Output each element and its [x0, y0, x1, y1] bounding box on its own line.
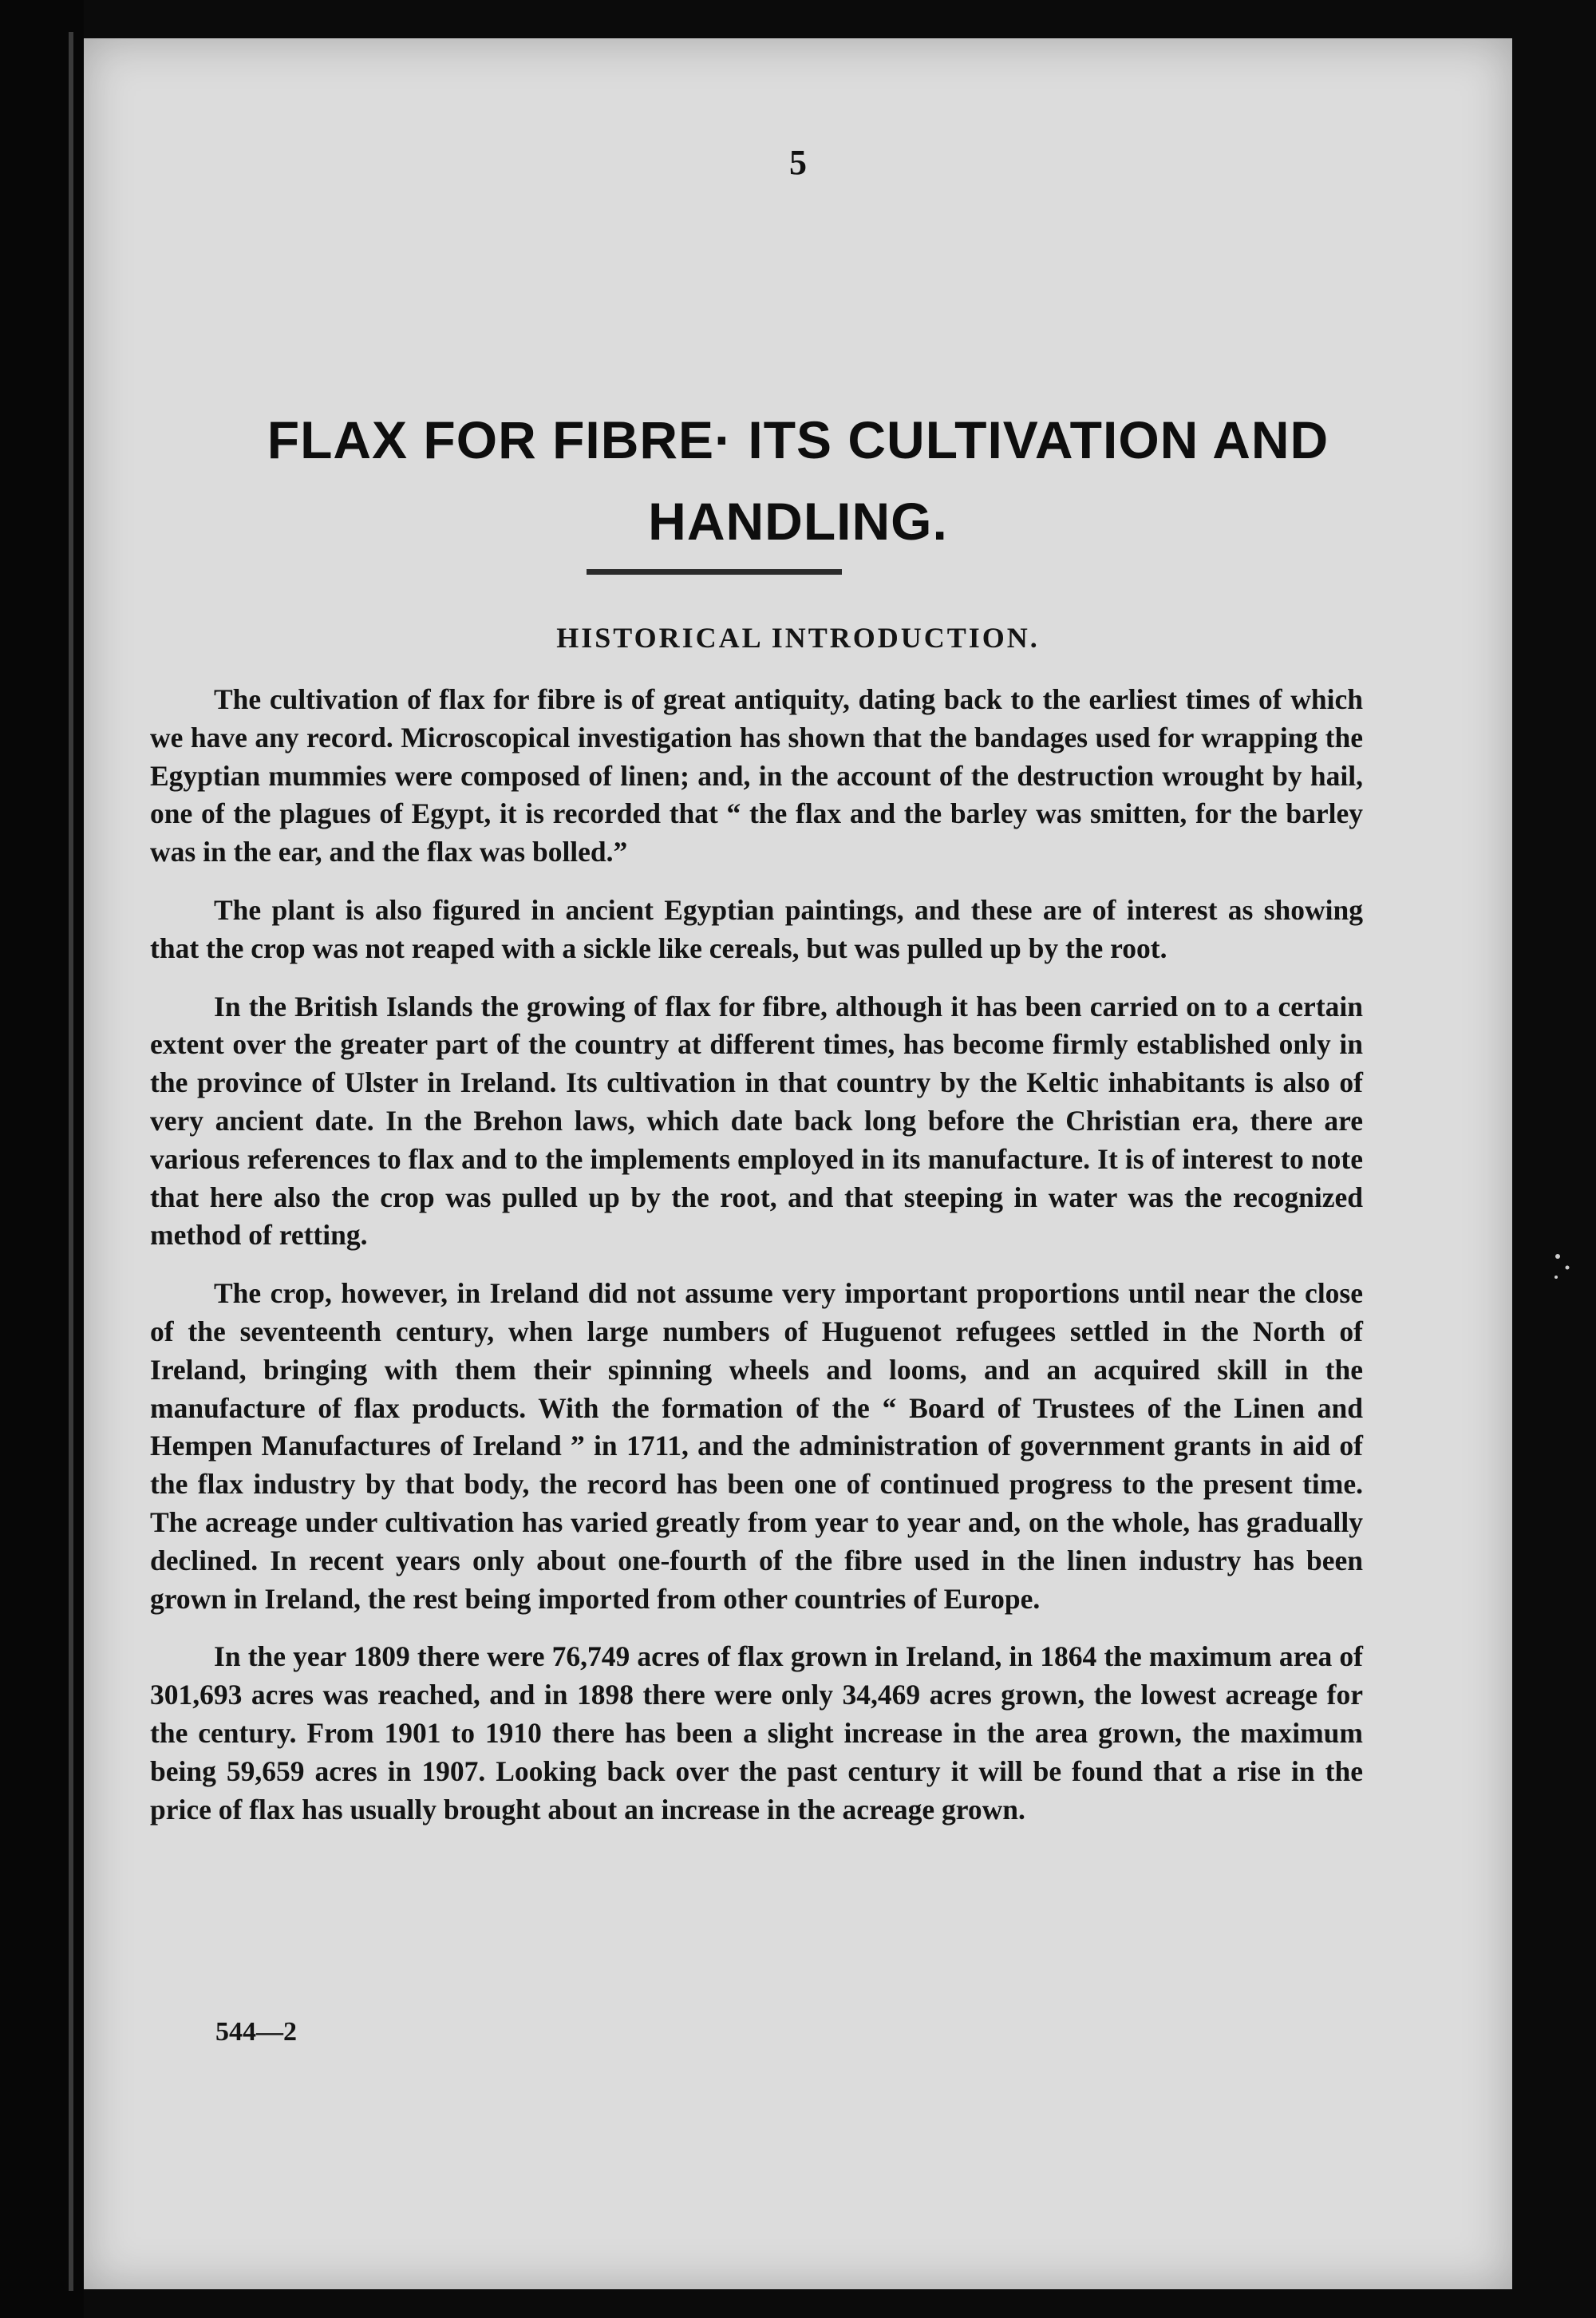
scan-speck-marks: [1548, 1245, 1580, 1293]
paragraph-5: In the year 1809 there were 76,749 acres of flax grown in Ireland, in 1864 the maximum area of 301,693 acres was reached, and in 1898 there were only 34,469 acres grown, the lowest acreage for the century. From 1901 to 1910 there has been a slight increase in the area grown, the maximum being 59,659 acres in 1907. Looking back over the past century it will be found that a rise in the price of flax has usually brought about an increase in the acreage grown.: [150, 1640, 1363, 1826]
binding-spine: [69, 32, 73, 2291]
section-heading: HISTORICAL INTRODUCTION.: [556, 622, 1040, 654]
document-title: FLAX FOR FIBRE· ITS CULTIVATION AND HANDLING.: [267, 410, 1329, 551]
paragraph-3: In the British Islands the growing of flax for fibre, although it has been carried on to a certain extent over the greater part of the country at different times, has become firmly established only in the province of Ulster in Ireland. Its cultivation in that country by the Keltic inhabitants is also of very ancient date. In the Brehon laws, which date back long before the Christian era, there are various references to flax and to the implements employed in its manufacture. It is of interest to note that here also the crop was pulled up by the root, and that steeping in water was the recognized method of retting.: [150, 990, 1363, 1252]
paragraph-1: The cultivation of flax for fibre is of great antiquity, dating back to the earliest times of which we have any record. Microscopical investigation has shown that the bandages used for wrapping the Egyptian mummies were composed of linen; and, in the account of the destruction wrought by hail, one of the plagues of Egypt, it is recorded that “ the flax and the barley was smitten, for the barley was in the ear, and the flax was bolled.”: [150, 683, 1363, 868]
paragraph-2: The plant is also figured in ancient Egyptian paintings, and these are of interest as showing that the crop was not reaped with a sickle like cereals, but was pulled up by the root.: [150, 893, 1363, 964]
body-text: [150, 681, 1363, 1849]
paragraph-4: The crop, however, in Ireland did not assume very important proportions until near the close of the seventeenth century, when large numbers of Huguenot refugees settled in the North of Ireland, bringing with them their spinning wheels and looms, and an acquired skill in the manufacture of flax products. With the formation of the “ Board of Trustees of the Linen and Hempen Manufactures of Ireland ” in 1711, and the administration of government grants in aid of the flax industry by that body, the record has been one of continued progress to the present time. The acreage under cultivation has varied greatly from year to year and, on the whole, has gradually declined. In recent years only about one-fourth of the fibre used in the linen industry has been grown in Ireland, the rest being imported from other countries of Europe.: [150, 1277, 1363, 1615]
title-divider: [587, 569, 842, 575]
adjacent-page-edge: [0, 0, 84, 2318]
printer-signature-mark: 544—2: [215, 2017, 297, 2047]
page-number: 5: [789, 143, 807, 182]
